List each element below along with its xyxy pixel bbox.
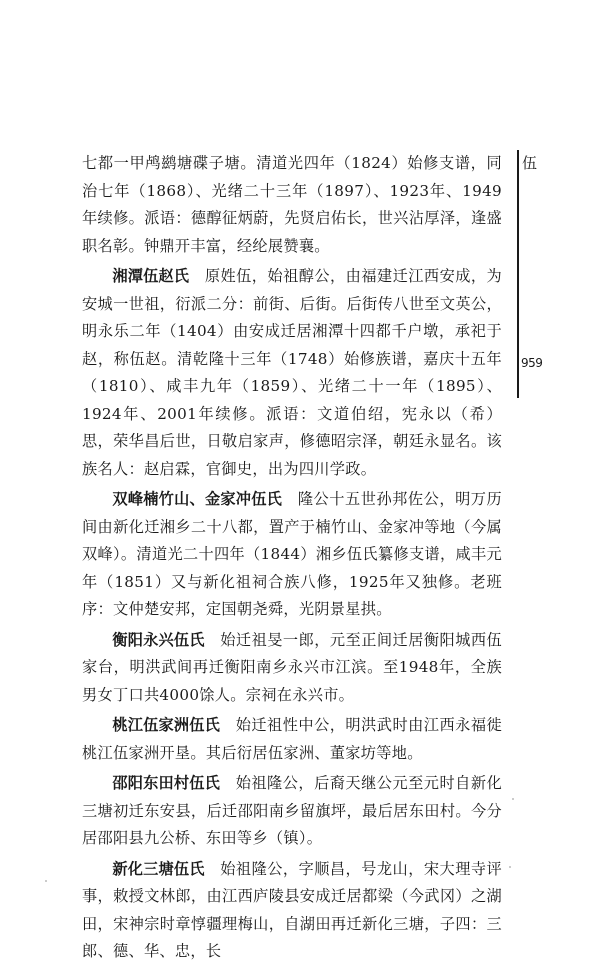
scan-speck [509,866,511,868]
paragraph-xiangtan-wuzhao [82,263,502,483]
paragraph-taojiang-wu [82,712,502,767]
paragraph-shaoyang-dongtian-wu [82,770,502,853]
side-surname-label: 伍 [522,154,538,172]
main-text-column [82,150,502,966]
paragraph-xinhua-santang-wu [82,856,502,966]
paragraph-hengyang-yongxing-wu [82,627,502,710]
paragraph-text: 始祖隆公，字顺昌，号龙山，宋大理寺评事，敕授文林郎，由江西庐陵县安成迁居都梁（今武冈）之湖田，宋神宗时章惇疆理梅山，自湖田再迁新化三塘，子四：三郎、德、华、忠，长 [82,859,503,960]
clan-heading: 衡阳永兴伍氏 [112,630,205,649]
paragraph-text: 始迁祖旻一郎，元至正间迁居衡阳城西伍家台，明洪武间再迁衡阳南乡永兴市江滨。至1948年，全族男女丁口共4000馀人。宗祠在永兴市。 [82,630,503,704]
page-number: 959 [521,356,543,370]
paragraph-text: 始祖隆公，后裔天继公元至元时自新化三塘初迁东安县，后迁邵阳南乡留旗坪，最后居东田村。今分居邵阳县九公桥、东田等乡（镇）。 [82,774,502,847]
paragraph-text: 隆公十五世孙邦佐公，明万历间由新化迁湘乡二十八都，置产于楠竹山、金家冲等地（今属双峰）。清道光二十四年（1844）湘乡伍氏纂修支谱，咸丰元年（1851）又与新化祖祠合族八修，1925年又独修。老班序：文仲楚安邦，定国朝尧舜，光阴景星拱。 [82,490,503,618]
paragraph-shuangfeng-wu [82,486,502,624]
paragraph-text: 原姓伍，始祖醇公，由福建迁江西安成，为安城一世祖，衍派二分：前街、后街。后街传八世至文英公，明永乐二年（1404）由安成迁居湘潭十四都千户墩，承祀于赵，称伍赵。清乾隆十三年（1748）始修族谱，嘉庆十五年（1810）、咸丰九年（1859）、光绪二十一年（1895）、1924年、2001年续修。派语：文道伯绍，宪永以（希）思，荣华昌后世，日敬启家声，修德昭宗泽，朝廷永显名。该族名人：赵启霖，官御史，出为四川学政。 [82,267,503,478]
paragraph-continued [82,150,502,260]
clan-heading: 新化三塘伍氏 [112,859,205,878]
clan-heading: 邵阳东田村伍氏 [112,774,221,792]
paragraph-text: 始迁祖性中公，明洪武时由江西永福徙桃江伍家洲开垦。其后衍居伍家洲、董家坊等地。 [82,716,502,762]
paragraph-text: 七都一甲鸬鹚塘碟子塘。清道光四年（1824）始修支谱，同治七年（1868）、光绪二十三年（1897）、1923年、1949年续修。派语：德醇征炳蔚，先贤启佑长，世兴沾厚泽，逢盛职名彰。钟鼎开丰富，经纶展赞襄。 [82,154,502,255]
clan-heading: 桃江伍家洲伍氏 [112,716,221,734]
scan-speck [512,798,514,800]
clan-heading: 湘潭伍赵氏 [112,267,190,285]
clan-heading: 双峰楠竹山、金家冲伍氏 [112,490,283,508]
scan-speck [45,880,47,882]
side-margin-rule [517,150,519,398]
